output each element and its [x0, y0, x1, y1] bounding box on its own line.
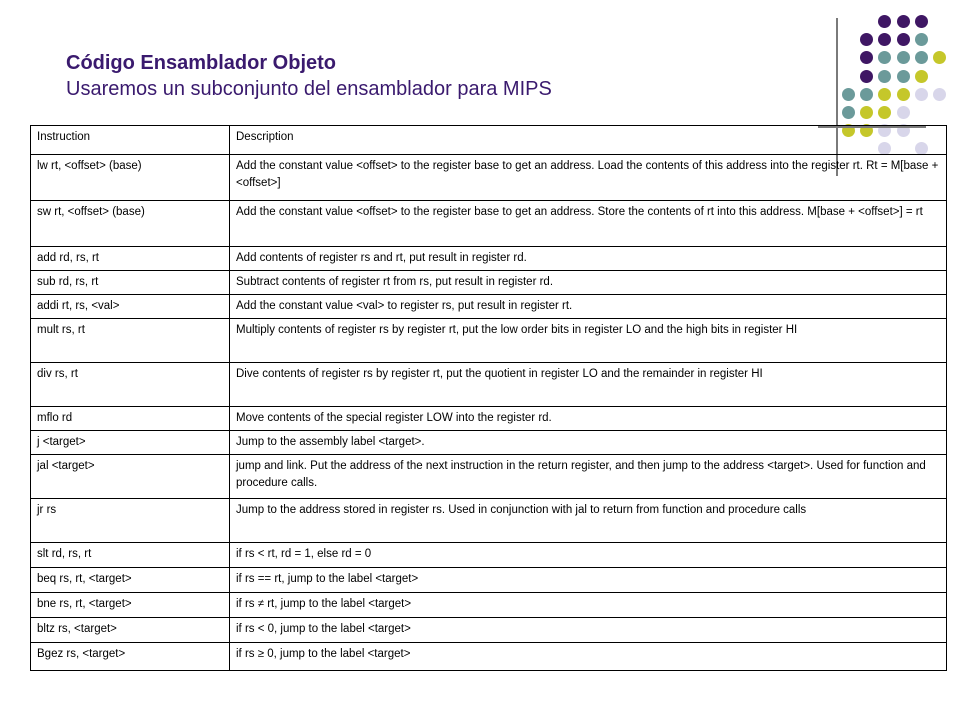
- instruction-cell: lw rt, <offset> (base): [31, 155, 230, 201]
- decorative-dot: [842, 106, 855, 119]
- instruction-cell: Bgez rs, <target>: [31, 643, 230, 671]
- table-row: [31, 319, 947, 363]
- decorative-dot: [915, 33, 928, 46]
- table-row: [31, 155, 947, 201]
- decorative-dot: [915, 51, 928, 64]
- table-header-row: [31, 126, 947, 155]
- slide-title: [66, 50, 552, 102]
- slide-title-main: Código Ensamblador Objeto: [66, 52, 337, 74]
- decorative-dot: [878, 15, 891, 28]
- table-row: [31, 201, 947, 247]
- instruction-cell: add rd, rs, rt: [31, 247, 230, 271]
- table-row: [31, 643, 947, 671]
- description-cell: Dive contents of register rs by register rt, put the quotient in register LO and the remainder in register HI: [230, 363, 947, 407]
- instruction-cell: jal <target>: [31, 455, 230, 499]
- table-row: [31, 593, 947, 618]
- decorative-dot: [860, 51, 873, 64]
- description-cell: jump and link. Put the address of the next instruction in the return register, and then jump to the address <target>. Used for function and procedure calls.: [230, 455, 947, 499]
- decorative-dot: [878, 51, 891, 64]
- instruction-cell: sw rt, <offset> (base): [31, 201, 230, 247]
- decorative-dot: [878, 88, 891, 101]
- header-instruction: Instruction: [31, 126, 230, 155]
- description-cell: if rs < rt, rd = 1, else rd = 0: [230, 543, 947, 568]
- description-cell: if rs < 0, jump to the label <target>: [230, 618, 947, 643]
- decorative-dot: [915, 70, 928, 83]
- description-cell: Jump to the assembly label <target>.: [230, 431, 947, 455]
- slide-subtitle: Usaremos un subconjunto del ensamblador para MIPS: [66, 78, 552, 100]
- instruction-cell: mflo rd: [31, 407, 230, 431]
- table-row: [31, 618, 947, 643]
- instruction-cell: addi rt, rs, <val>: [31, 295, 230, 319]
- decorative-dot: [878, 33, 891, 46]
- decorative-dot: [860, 33, 873, 46]
- table-row: [31, 247, 947, 271]
- description-cell: Multiply contents of register rs by register rt, put the low order bits in register LO and the high bits in register HI: [230, 319, 947, 363]
- table-row: [31, 431, 947, 455]
- decorative-dot: [915, 15, 928, 28]
- decorative-dot: [933, 88, 946, 101]
- table-row: [31, 455, 947, 499]
- decorative-dot: [897, 106, 910, 119]
- decorative-dot: [897, 51, 910, 64]
- description-cell: if rs == rt, jump to the label <target>: [230, 568, 947, 593]
- description-cell: Add the constant value <val> to register rs, put result in register rt.: [230, 295, 947, 319]
- description-cell: if rs ≥ 0, jump to the label <target>: [230, 643, 947, 671]
- instruction-cell: beq rs, rt, <target>: [31, 568, 230, 593]
- table-row: [31, 499, 947, 543]
- description-cell: Add contents of register rs and rt, put result in register rd.: [230, 247, 947, 271]
- instruction-cell: mult rs, rt: [31, 319, 230, 363]
- instruction-cell: slt rd, rs, rt: [31, 543, 230, 568]
- decorative-dot: [878, 106, 891, 119]
- table-row: [31, 295, 947, 319]
- table-row: [31, 407, 947, 431]
- description-cell: if rs ≠ rt, jump to the label <target>: [230, 593, 947, 618]
- instruction-cell: bne rs, rt, <target>: [31, 593, 230, 618]
- description-cell: Move contents of the special register LOW into the register rd.: [230, 407, 947, 431]
- instruction-cell: sub rd, rs, rt: [31, 271, 230, 295]
- description-cell: Add the constant value <offset> to the register base to get an address. Load the contents of this address into the register rt. Rt = M[base + <offset>]: [230, 155, 947, 201]
- description-cell: Jump to the address stored in register rs. Used in conjunction with jal to return from function and procedure calls: [230, 499, 947, 543]
- decorative-dot: [933, 51, 946, 64]
- table-row: [31, 543, 947, 568]
- instruction-cell: jr rs: [31, 499, 230, 543]
- decorative-dot: [878, 70, 891, 83]
- table-row: [31, 271, 947, 295]
- table-row: [31, 363, 947, 407]
- decorative-dot: [915, 88, 928, 101]
- decorative-dot: [897, 33, 910, 46]
- decorative-dot: [860, 70, 873, 83]
- decorative-dot: [897, 15, 910, 28]
- instruction-cell: div rs, rt: [31, 363, 230, 407]
- decorative-dot: [897, 70, 910, 83]
- header-description: Description: [230, 126, 947, 155]
- instruction-cell: bltz rs, <target>: [31, 618, 230, 643]
- table-row: [31, 568, 947, 593]
- description-cell: Add the constant value <offset> to the register base to get an address. Store the contents of rt into this address. M[base + <offset>] = rt: [230, 201, 947, 247]
- instruction-cell: j <target>: [31, 431, 230, 455]
- mips-instruction-table: [30, 125, 947, 671]
- description-cell: Subtract contents of register rt from rs, put result in register rd.: [230, 271, 947, 295]
- decorative-dot: [897, 88, 910, 101]
- decorative-dot: [860, 88, 873, 101]
- decorative-dot: [842, 88, 855, 101]
- decorative-dot: [860, 106, 873, 119]
